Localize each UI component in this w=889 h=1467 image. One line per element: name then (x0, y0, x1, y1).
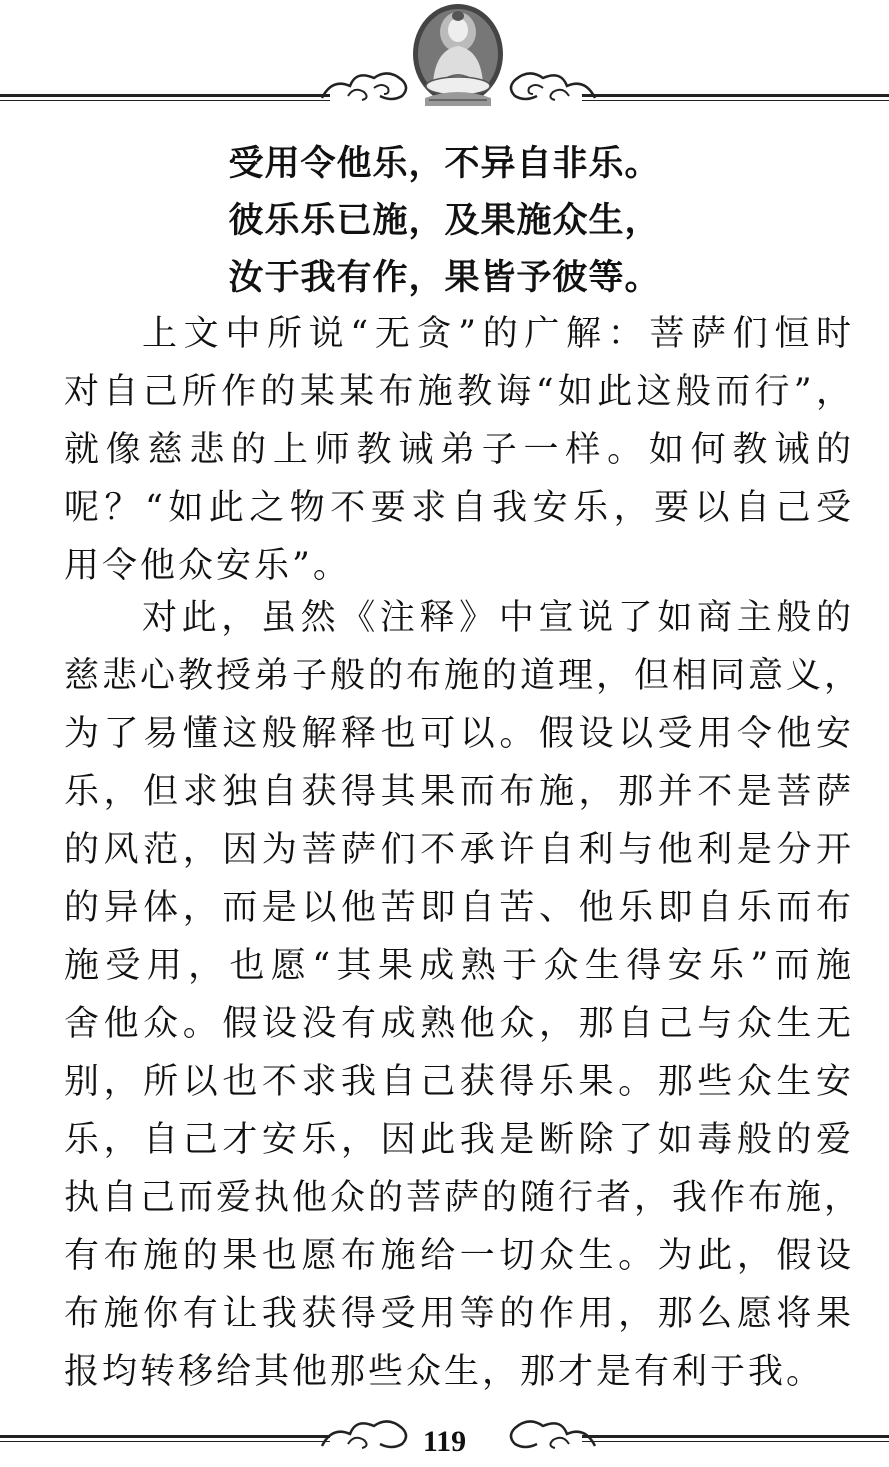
text-line: 就像慈悲的上师教诫弟子一样。如何教诫的 (64, 430, 854, 470)
text-line: 乐，自己才安乐，因此我是断除了如毒般的爱 (64, 1120, 854, 1160)
header-rule-left-thin (0, 100, 330, 101)
text-line: 慈悲心教授弟子般的布施的道理，但相同意义， (64, 656, 863, 696)
text-line: 对此，虽然《注释》中宣说了如商主般的 (142, 598, 854, 638)
cloud-ornament-icon (318, 66, 410, 106)
text-line: 乐，但求独自获得其果而布施，那并不是菩萨 (64, 772, 854, 812)
text-line: 的风范，因为菩萨们不承许自利与他利是分开 (64, 830, 854, 870)
text-line: 舍他众。假设没有成熟他众，那自己与众生无 (64, 1004, 854, 1044)
buddha-image-icon (411, 2, 505, 108)
header-rule-right-thin (582, 100, 889, 101)
page-number: 119 (422, 1425, 467, 1458)
text-line: 用令他众安乐”。 (64, 546, 351, 586)
text-line: 有布施的果也愿布施给一切众生。为此，假设 (64, 1236, 854, 1276)
header-rule-left (0, 94, 330, 97)
verse-line: 彼乐乐已施，及果施众生， (228, 201, 661, 241)
body-paragraph (64, 305, 854, 595)
body-paragraph (64, 589, 863, 1401)
text-line: 别，所以也不求我自己获得乐果。那些众生安 (64, 1062, 854, 1102)
text-line: 对自己所作的某某布施教诲“如此这般而行”， (64, 372, 854, 412)
text-line: 呢？“如此之物不要求自我安乐，要以自己受 (64, 488, 854, 528)
text-line: 上文中所说“无贪”的广解：菩萨们恒时 (142, 314, 854, 354)
text-line: 施受用，也愿“其果成熟于众生得安乐”而施 (64, 946, 854, 986)
header-rule-right (582, 94, 889, 97)
cloud-ornament-icon (507, 66, 599, 106)
page-header (0, 0, 889, 110)
text-line: 布施你有让我获得受用等的作用，那么愿将果 (64, 1294, 854, 1334)
verse-line: 受用令他乐，不异自非乐。 (228, 144, 661, 184)
verse-line: 汝于我有作，果皆予彼等。 (228, 258, 661, 298)
text-line: 为了易懂这般解释也可以。假设以受用令他安 (64, 714, 854, 754)
text-line: 的异体，而是以他苦即自苦、他乐即自乐而布 (64, 888, 854, 928)
text-line: 报均转移给其他那些众生，那才是有利于我。 (64, 1352, 825, 1392)
text-line: 执自己而爱执他众的菩萨的随行者，我作布施， (64, 1178, 863, 1218)
